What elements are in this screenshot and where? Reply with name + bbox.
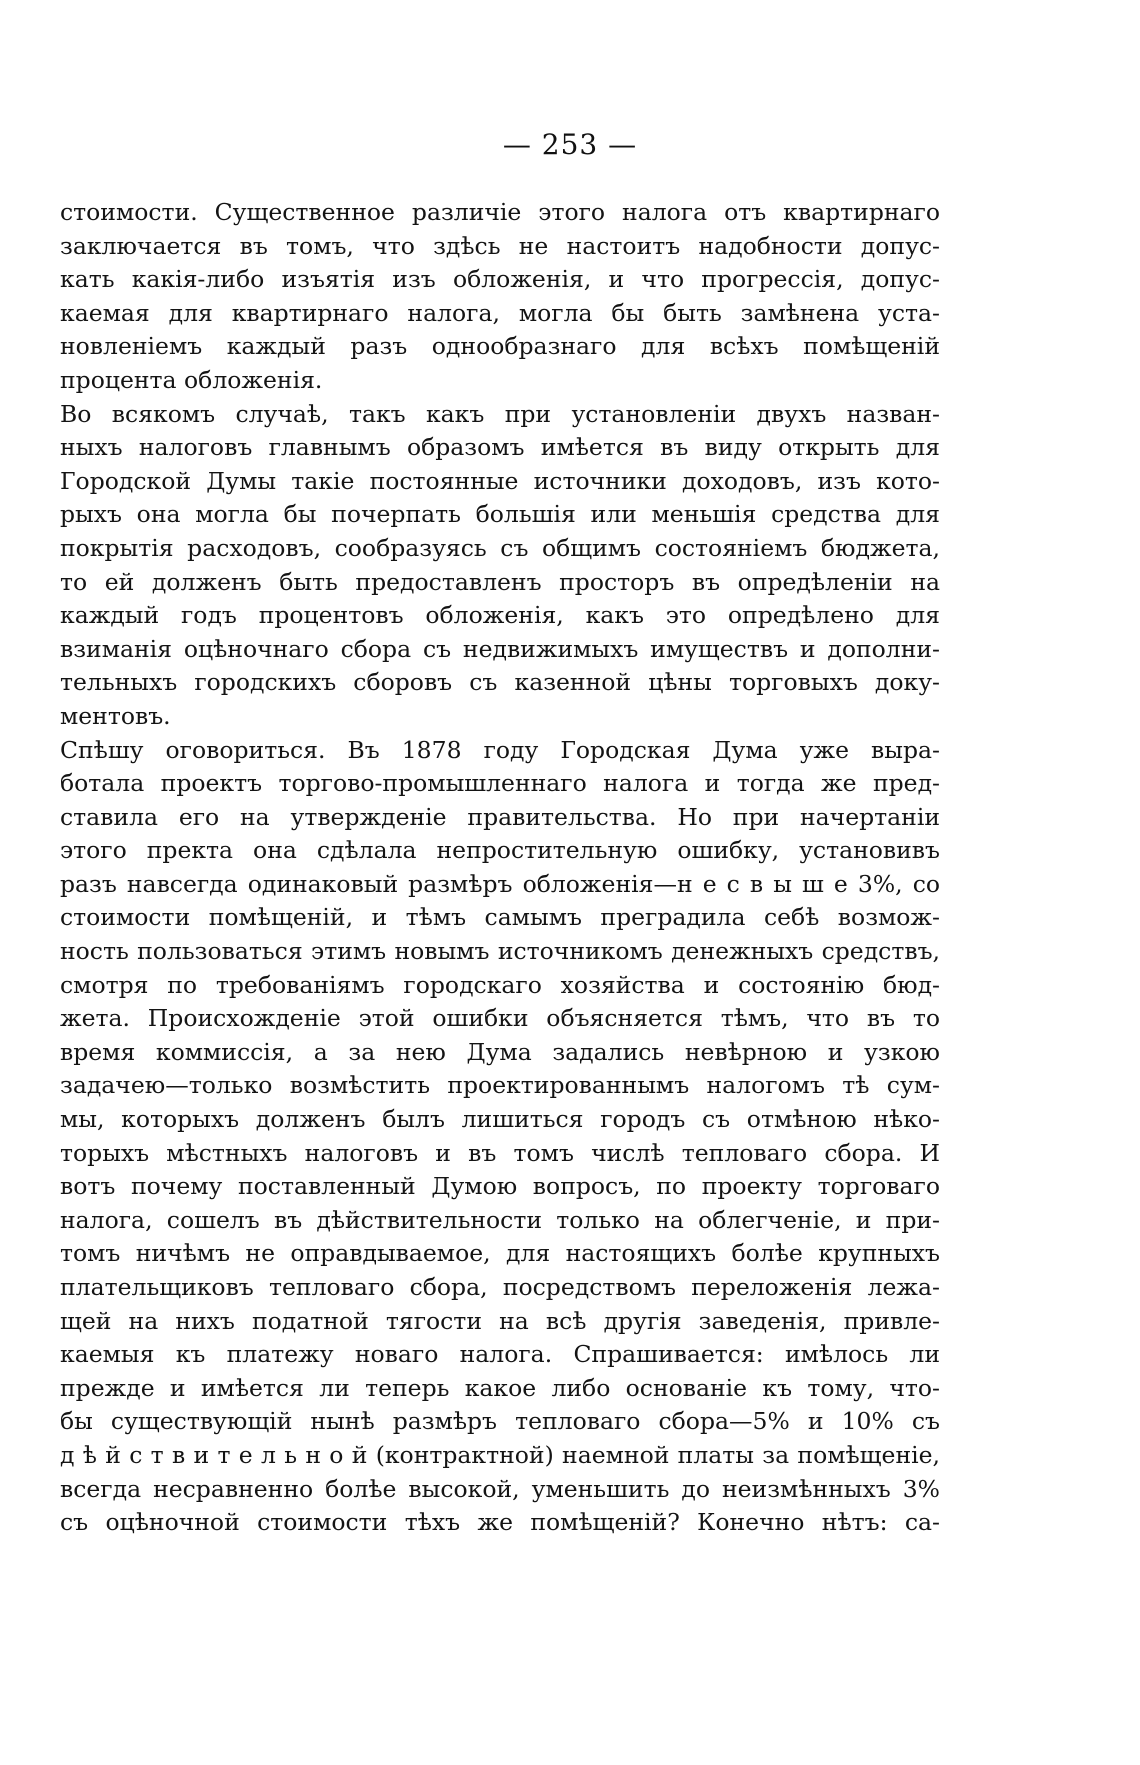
text-line: мы, которыхъ долженъ былъ лишиться городъ съ отмѣною нѣко- [60,1105,940,1134]
text-line: жета. Происхожденіе этой ошибки объясняется тѣмъ, что въ то [60,1004,940,1033]
text-line: процента обложенія. [60,365,323,394]
text-line: прежде и имѣется ли теперь какое либо основаніе къ тому, что- [60,1373,940,1402]
text-line: ботала проектъ торгово-промышленнаго налога и тогда же пред- [60,769,940,798]
text-line: стоимости помѣщеній, и тѣмъ самымъ преградила себѣ возмож- [60,903,940,932]
page-number: — 253 — [502,128,638,161]
text-line: каждый годъ процентовъ обложенія, какъ это опредѣлено для [60,601,940,630]
text-line: новленіемъ каждый разъ однообразнаго для всѣхъ помѣщеній [60,332,940,361]
text-line: Во всякомъ случаѣ, такъ какъ при установленіи двухъ назван- [60,399,940,428]
text-line: задачею—только возмѣстить проектированнымъ налогомъ тѣ сум- [60,1071,940,1100]
body-text [60,196,940,1540]
text-line: томъ ничѣмъ не оправдываемое, для настоящихъ болѣе крупныхъ [60,1239,940,1268]
text-line: взиманія оцѣночнаго сбора съ недвижимыхъ имуществъ и дополни- [60,634,940,663]
text-line: смотря по требованіямъ городскаго хозяйства и состоянію бюд- [60,970,940,999]
text-line: стоимости. Существенное различіе этого налога отъ квартирнаго [60,198,940,226]
text-line: вотъ почему поставленный Думою вопросъ, по проекту торговаго [60,1172,940,1201]
text-line: щей на нихъ податной тягости на всѣ другія заведенія, привле- [60,1306,940,1335]
text-line: ментовъ. [60,701,171,730]
text-line: каемая для квартирнаго налога, могла бы быть замѣнена уста- [60,298,940,327]
text-line: плательщиковъ тепловаго сбора, посредствомъ переложенія лежа- [60,1273,940,1301]
text-line: ныхъ налоговъ главнымъ образомъ имѣется въ виду открыть для [60,433,940,462]
text-line: заключается въ томъ, что здѣсь не настоитъ надобности допус- [60,231,940,260]
text-line: то ей долженъ быть предоставленъ просторъ въ опредѣленіи на [60,567,940,596]
text-line: бы существующій нынѣ размѣръ тепловаго сбора—5% и 10% съ [60,1407,940,1436]
text-line: Городской Думы такіе постоянные источники доходовъ, изъ кото- [60,466,940,495]
text-line: покрытія расходовъ, сообразуясь съ общимъ состояніемъ бюджета, [60,533,940,562]
text-line: кать какія-либо изъятія изъ обложенія, и что прогрессія, допус- [60,265,940,294]
text-line: каемыя къ платежу новаго налога. Спрашивается: имѣлось ли [60,1340,940,1369]
text-line: Спѣшу оговориться. Въ 1878 году Городская Дума уже выра- [60,735,940,764]
text-line: этого пректа она сдѣлала непростительную ошибку, установивъ [60,836,940,865]
text-line: съ оцѣночной стоимости тѣхъ же помѣщеній? Конечно нѣтъ: са- [60,1508,940,1537]
text-line: д ѣ й с т в и т е л ь н о й (контрактной) наемной платы за помѣщеніе, [60,1440,940,1469]
text-line: тельныхъ городскихъ сборовъ съ казенной цѣны торговыхъ доку- [60,668,940,697]
text-line: ность пользоваться этимъ новымъ источникомъ денежныхъ средствъ, [60,937,940,966]
text-line: рыхъ она могла бы почерпать большія или меньшія средства для [60,500,940,529]
text-line: разъ навсегда одинаковый размѣръ обложенія—н е с в ы ш е 3%, со [60,869,940,898]
text-line: ставила его на утвержденіе правительства. Но при начертаніи [60,802,940,831]
text-line: налога, сошелъ въ дѣйствительности только на облегченіе, и при- [60,1205,940,1234]
text-line: всегда несравненно болѣе высокой, уменьшить до неизмѣнныхъ 3% [60,1474,940,1503]
text-line: торыхъ мѣстныхъ налоговъ и въ томъ числѣ тепловаго сбора. И [60,1138,940,1167]
text-line: время коммиссія, а за нею Дума задались невѣрною и узкою [60,1037,940,1066]
